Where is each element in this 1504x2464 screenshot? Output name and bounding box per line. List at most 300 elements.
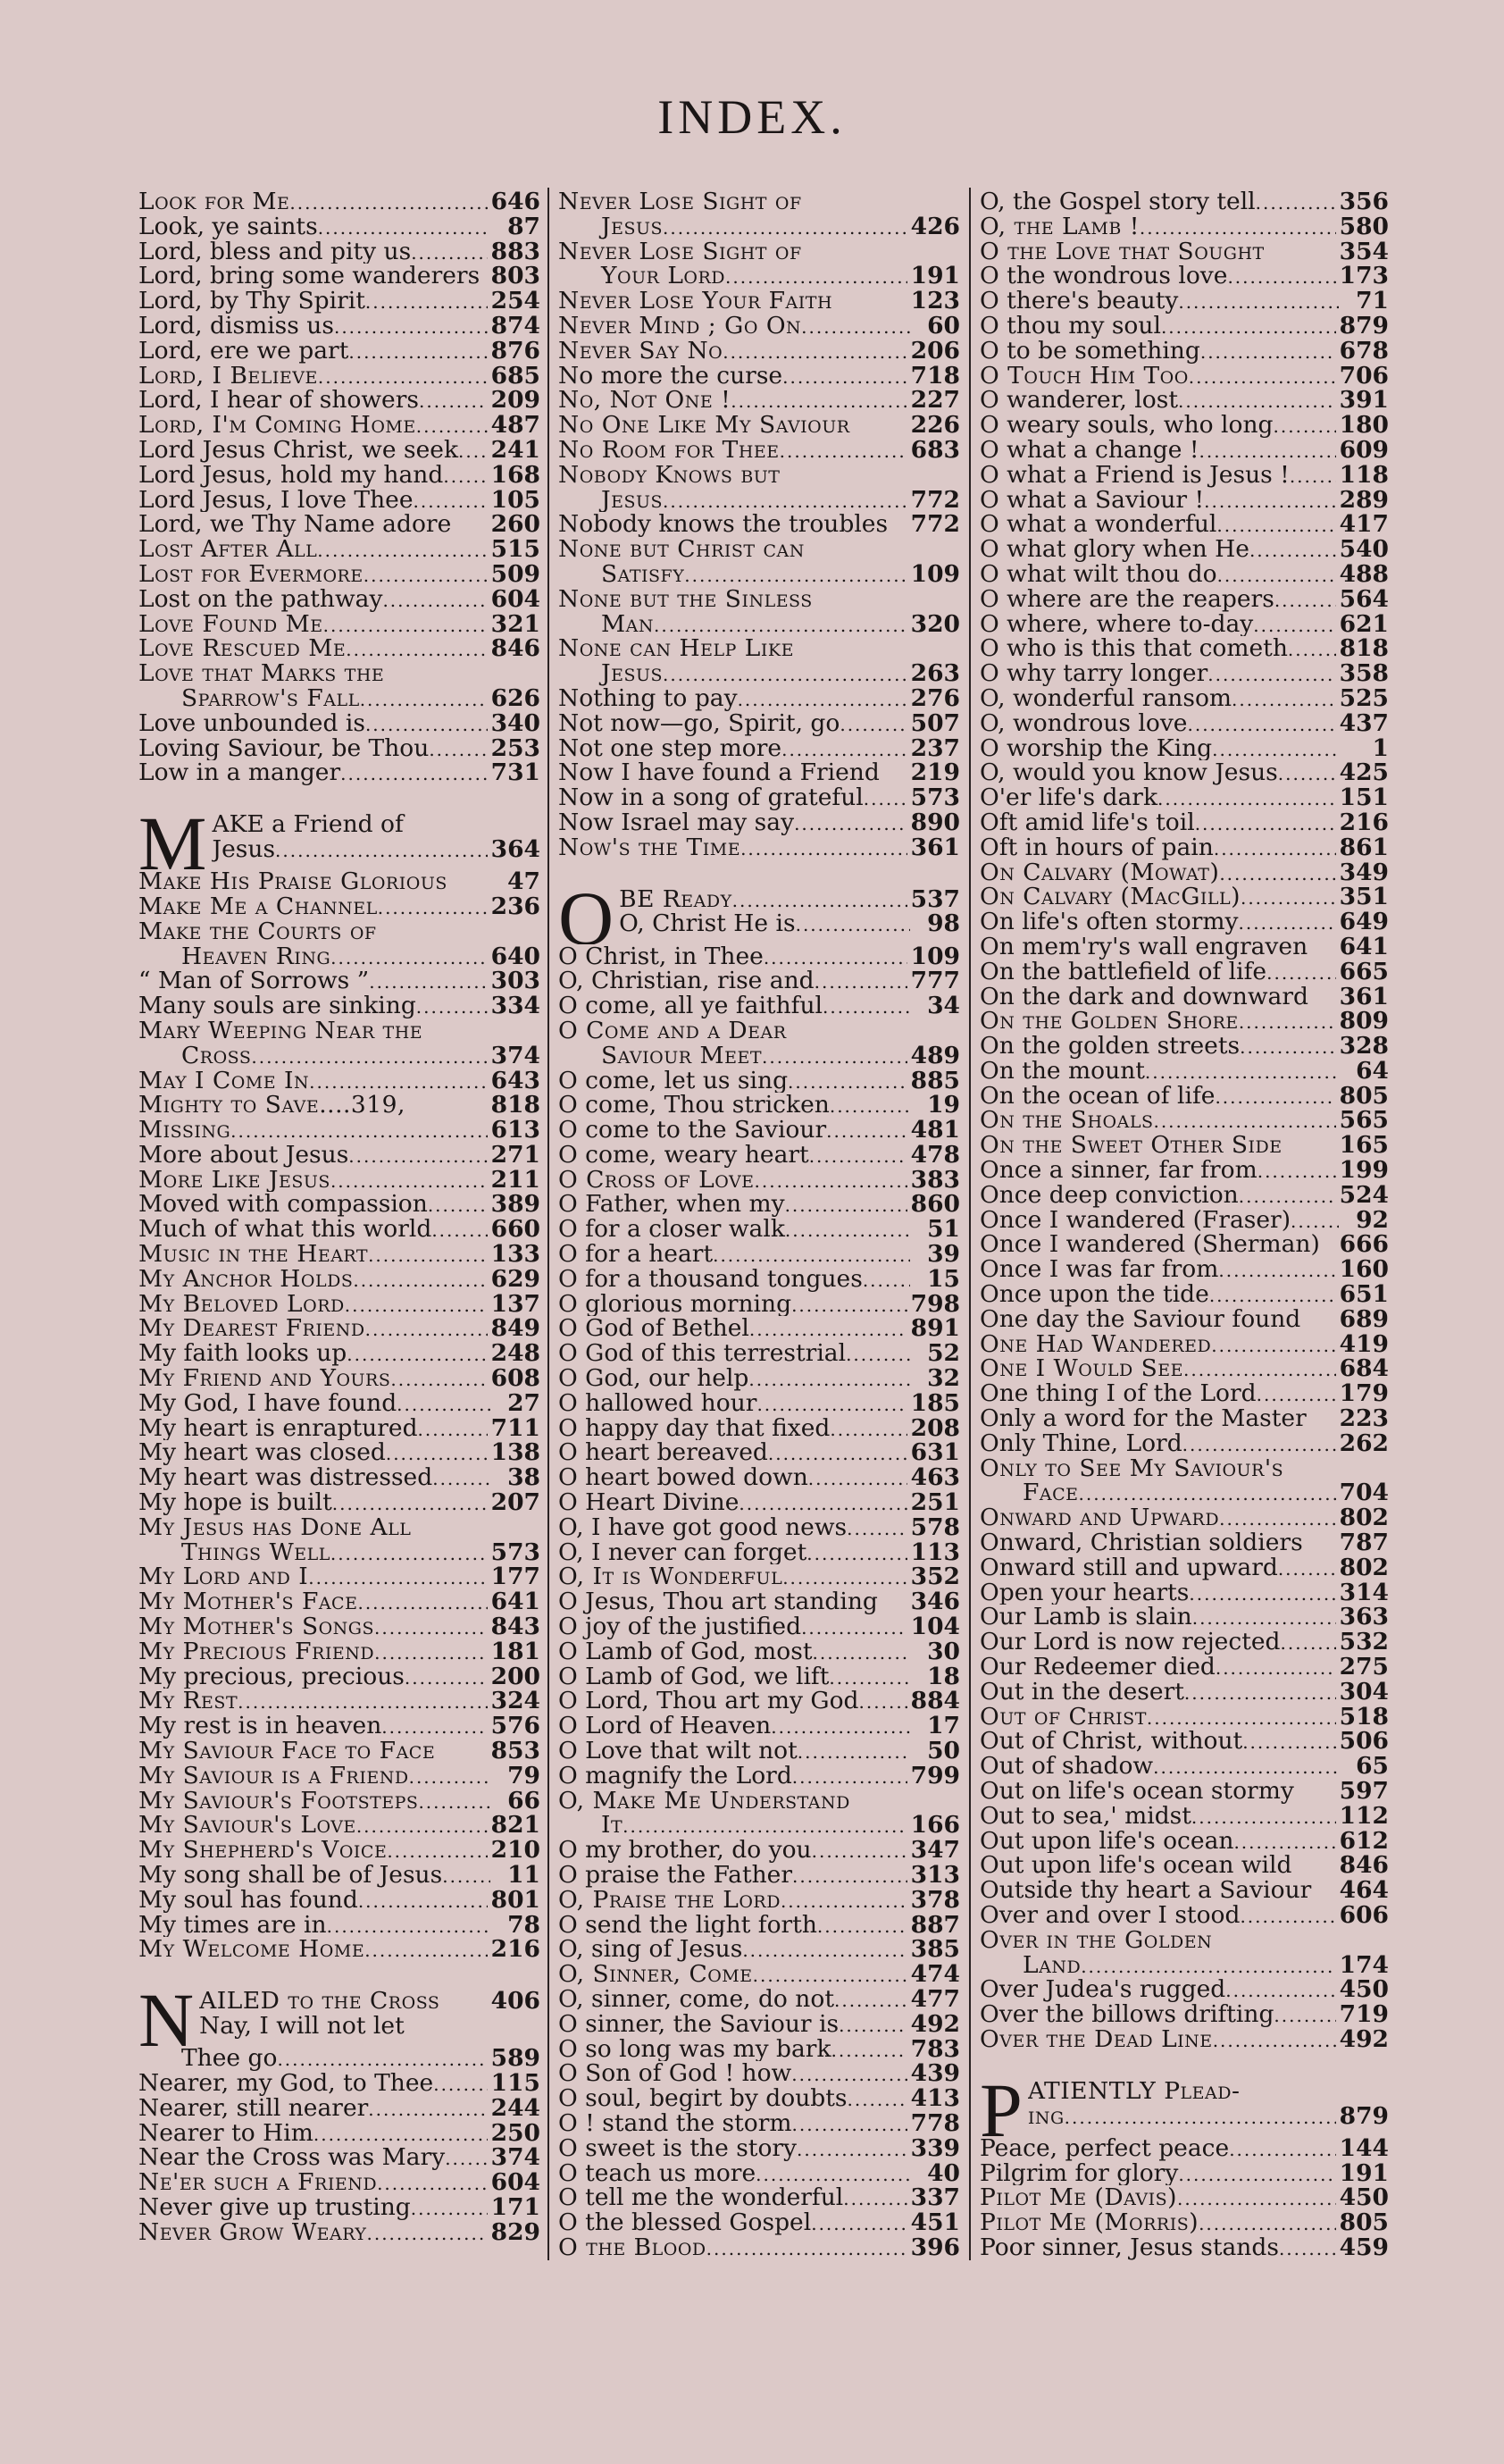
dot-leader [1178,2163,1335,2186]
dot-leader [1147,1706,1336,1730]
dot-leader [1274,589,1336,612]
index-entry [138,1714,540,1739]
dot-leader [1219,862,1335,885]
entry-title: O, It is Wonderful [558,1564,783,1590]
hymn-number: 346 [910,1589,960,1615]
dot-leader [1240,1035,1336,1059]
hymn-number: 604 [490,2170,540,2195]
index-entry [138,1863,540,1888]
hymn-number: 509 [490,561,540,587]
index-entry [980,1084,1389,1109]
dot-leader [346,638,487,661]
hymn-number: 250 [490,2120,540,2146]
dot-leader [1212,738,1339,761]
dot-leader [792,2113,907,2136]
entry-title: O tell me the wonderful [558,2185,844,2211]
entry-title: O glorious morning [558,1291,792,1317]
index-entry [558,1316,960,1341]
index-entry [558,661,960,686]
hymn-number: 802 [1339,1505,1389,1531]
hymn-number: 339 [910,2135,960,2161]
index-entry [558,1937,960,1962]
dot-leader [771,1715,910,1739]
index-entry [980,1580,1389,1605]
index-entry [138,1292,540,1317]
hymn-number: 651 [1339,1282,1389,1307]
dot-leader [277,2048,487,2071]
index-entry [558,1962,960,1987]
entry-title: O Jesus, Thou art standing [558,1589,878,1615]
dot-leader [706,2237,907,2260]
index-entry [980,1282,1389,1307]
entry-title: On the Shoals [980,1108,1154,1134]
index-entry [980,1928,1389,1953]
index-entry [558,214,960,239]
entry-title: Saviour Meet [601,1043,763,1069]
hymn-number: 364 [490,836,540,862]
index-entry [980,314,1389,339]
dot-leader [859,1690,907,1714]
index-entry [138,1093,540,1118]
index-entry [980,239,1389,264]
hymn-number: 425 [1339,760,1389,786]
dot-leader [1153,1110,1335,1133]
entry-title: Lord, bring some wanderers [138,264,480,289]
hymn-number: 271 [490,1142,540,1168]
index-entry [138,1242,540,1267]
hymn-number: 883 [490,239,540,264]
index-entry [980,1555,1389,1580]
hymn-number: 304 [1339,1679,1389,1705]
dot-leader [330,1542,488,1565]
dot-leader [654,614,907,637]
index-entry [138,1316,540,1341]
entry-title: None but Christ can [558,537,805,562]
hymn-number: 843 [490,1614,540,1639]
dot-leader [418,1418,488,1441]
index-entry [558,944,960,969]
hymn-number: 629 [490,1266,540,1292]
entry-title: Look for Me [138,189,290,214]
hymn-number: 731 [490,760,540,786]
hymn-number: 818 [1339,636,1389,662]
index-entry [138,413,540,438]
entry-title: Things Well [181,1539,330,1565]
hymn-number: 78 [507,1912,540,1938]
entry-title: O sinner, the Saviour is [558,2011,840,2037]
dot-leader [663,490,907,513]
section-gap [558,860,960,887]
entry-title: Look, ye saints [138,214,318,239]
entry-title: O Father, when my [558,1192,785,1218]
hymn-number: 340 [490,710,540,736]
hymn-number: 303 [490,968,540,994]
hymn-number: 643 [490,1068,540,1094]
dot-leader [1214,837,1336,860]
hymn-number: 236 [490,893,540,919]
hymn-number: 207 [490,1490,540,1515]
entry-title: Outside thy heart a Saviour [980,1878,1312,1903]
dot-leader [1253,614,1335,637]
entry-title: O what a change ! [980,437,1199,463]
dot-leader [781,1890,907,1913]
index-entry [558,1416,960,1441]
hymn-number: 818 [490,1093,540,1119]
dot-leader [864,787,907,810]
index-entry [980,985,1389,1010]
index-entry [138,1564,540,1589]
dot-leader [1157,787,1336,810]
entry-title: Over the Dead Line [980,2026,1213,2052]
hymn-number: 39 [927,1242,960,1267]
entry-title: O joy of the justified [558,1614,802,1639]
index-entry [558,2111,960,2136]
hymn-number: 477 [910,1986,960,2012]
entry-title: Not one step more [558,735,782,761]
index-entry [558,1913,960,1938]
dot-leader [1274,2004,1335,2027]
entry-title: Lord, we Thy Name adore [138,512,452,538]
index-entry [138,612,540,637]
hymn-number: 27 [507,1390,540,1416]
index-entry [558,2037,960,2062]
hymn-number: 515 [490,537,540,562]
dot-leader [353,1269,487,1292]
hymn-number: 885 [910,1068,960,1094]
entry-title: O Cross of Love [558,1167,755,1193]
hymn-number: 160 [1339,1257,1389,1283]
dot-leader [330,946,488,969]
entry-title: Jesus [212,836,276,862]
hymn-number: 613 [490,1118,540,1143]
hymn-number: 289 [1339,487,1389,513]
index-entry [980,636,1389,661]
dot-leader [365,290,488,314]
dot-leader [830,1094,910,1118]
hymn-number: 180 [1339,413,1389,438]
section-gap [980,2052,1389,2079]
hymn-number: 506 [1339,1729,1389,1755]
hymn-number: 891 [910,1316,960,1342]
dot-leader [1209,1284,1336,1307]
hymn-number: 351 [1339,884,1389,910]
entry-title: My heart was closed [138,1440,386,1466]
dot-leader [419,390,488,413]
hymn-number: 417 [1339,512,1389,538]
entry-title: Nearer, still nearer [138,2095,369,2121]
index-entry [980,289,1389,314]
index-entry [138,2220,540,2245]
index-entry [558,1043,960,1069]
index-entry [980,1183,1389,1208]
dot-leader [318,365,488,389]
index-entry [980,760,1389,785]
hymn-number: 597 [1339,1779,1389,1804]
hymn-number: 876 [490,338,540,364]
index-entry [138,1937,540,1962]
hymn-number: 821 [490,1813,540,1839]
index-entry [980,1480,1389,1505]
hymn-number: 580 [1339,214,1389,239]
dot-leader [1279,2237,1336,2260]
index-entry [558,1490,960,1515]
hymn-number: 123 [910,289,960,314]
index-entry [558,2235,960,2260]
hymn-number: 219 [910,760,960,786]
index-entry [558,239,960,264]
index-entry [138,1143,540,1168]
dot-leader [1195,812,1336,835]
hymn-number: 778 [910,2110,960,2136]
dot-leader [366,2222,487,2245]
dot-leader [289,191,487,214]
index-entry [558,1341,960,1366]
entry-title: Over and over I stood [980,1902,1241,1928]
hymn-number: 798 [910,1291,960,1317]
dot-leader [738,688,907,711]
entry-title: My faith looks up [138,1341,347,1367]
dot-leader [429,738,487,761]
index-entry [980,661,1389,686]
hymn-number: 354 [1339,239,1389,264]
dot-leader [433,2073,487,2096]
entry-title: O God of this terrestrial [558,1341,847,1367]
entry-title: O the blessed Gospel [558,2210,812,2235]
hymn-number: 621 [1339,611,1389,637]
dot-leader [1191,1806,1336,1829]
hymn-number: 565 [1339,1108,1389,1134]
hymn-number: 803 [490,264,540,289]
dot-leader [684,564,907,587]
entry-title: On the Golden Shore [980,1009,1239,1035]
index-entry [980,1530,1389,1555]
entry-title: O Son of God ! how [558,2061,792,2087]
dot-leader [1290,465,1336,488]
index-entry [558,339,960,364]
entry-title: Lord, bless and pity us [138,239,412,264]
entry-title: O sweet is the story [558,2135,798,2161]
entry-title: Out in the desert [980,1679,1184,1705]
hymn-number: 313 [910,1863,960,1888]
index-entry [138,894,540,919]
entry-title: O Love that wilt not [558,1739,798,1764]
entry-title: Many souls are sinking [138,993,416,1018]
entry-title: Lord, by Thy Spirit [138,289,365,314]
dot-leader [1278,1557,1336,1580]
entry-title: On Calvary (MacGill) [980,884,1241,910]
hymn-number: 718 [910,363,960,389]
dot-leader [782,1566,907,1589]
entry-title: Pilgrim for glory [980,2160,1179,2186]
index-entry [138,214,540,239]
hymn-number: 109 [910,561,960,587]
index-entry [558,1118,960,1143]
dot-leader [347,1343,487,1366]
hymn-number: 347 [910,1838,960,1863]
index-entry [980,1505,1389,1530]
hymn-number: 459 [1339,2234,1389,2260]
index-entry [980,1431,1389,1456]
hymn-number: 396 [910,2234,960,2260]
dot-leader [1232,688,1336,711]
dot-leader [442,1865,490,1888]
dot-leader [798,1740,910,1764]
entry-title: Land [1023,1952,1082,1978]
hymn-number: 60 [927,313,960,339]
entry-title: It [601,1813,623,1839]
entry-title: My soul has found [138,1887,358,1913]
entry-title: On mem'ry's wall engraven [980,934,1308,960]
entry-title: O for a closer walk [558,1217,785,1243]
hymn-number: 525 [1339,685,1389,711]
index-entry [980,1705,1389,1730]
entry-title: O the Love that Sought [980,239,1265,264]
entry-title: Once I wandered (Sherman) [980,1232,1320,1258]
index-entry [558,636,960,661]
hymn-number: 649 [1339,909,1389,934]
entry-title: Loving Saviour, be Thou [138,735,430,761]
entry-title: Only Thine, Lord [980,1430,1182,1456]
entry-title: O Lamb of God, we lift [558,1664,830,1689]
index-entry [980,1257,1389,1282]
index-entry [558,1589,960,1614]
entry-title: O'er life's dark [980,785,1158,810]
index-entry [980,438,1389,463]
dot-leader [840,713,907,736]
index-entry [980,1381,1389,1406]
index-entry [558,760,960,785]
entry-title: O so long was my bark [558,2036,831,2062]
entry-title: Love Found Me [138,611,323,637]
hymn-number: 802 [1339,1555,1389,1580]
hymn-number: 262 [1339,1430,1389,1456]
index-entry [980,2185,1389,2210]
entry-title: No, Not One ! [558,388,731,414]
hymn-number: 324 [490,1689,540,1714]
hymn-number: 177 [490,1564,540,1590]
hymn-number: 492 [910,2011,960,2037]
drop-cap-letter: O [558,886,614,944]
index-entry [138,1540,540,1565]
entry-title: Jesus [601,661,664,686]
entry-title: Face [1023,1480,1079,1506]
hymn-number: 678 [1339,338,1389,364]
hymn-number: 248 [490,1341,540,1367]
index-column-3 [980,189,1389,2260]
dot-leader [847,1517,907,1540]
section-gap [138,785,540,812]
dot-leader [791,2063,907,2086]
index-entry [138,1069,540,1094]
entry-title: Your Lord [601,264,726,289]
dot-leader [397,1393,490,1416]
entry-title: O my brother, do you [558,1838,812,1863]
hymn-number: 210 [490,1838,540,1863]
hymn-number: 349 [1339,859,1389,885]
hymn-number: 573 [910,785,960,810]
hymn-number: 275 [1339,1655,1389,1680]
dot-leader [1233,1831,1335,1854]
dot-leader [756,2163,910,2186]
index-entry [558,1888,960,1913]
hymn-number: 32 [927,1366,960,1391]
dot-leader [313,2123,488,2146]
dot-leader [1239,911,1336,934]
entry-title: O Heart Divine [558,1490,739,1515]
dot-leader [785,1219,910,1242]
index-entry [980,2027,1389,2052]
index-entry [138,264,540,289]
entry-title: O what glory when He [980,537,1249,562]
index-entry [558,2161,960,2186]
dot-leader [797,2138,907,2161]
hymn-number: 113 [910,1539,960,1565]
entry-title: Mary Weeping Near the [138,1018,423,1043]
dot-leader [843,2187,907,2210]
dot-leader [1199,2212,1336,2235]
index-entry [558,562,960,587]
index-entry [980,1977,1389,2002]
hymn-number: 15 [927,1266,960,1292]
hymn-number: 805 [1339,1083,1389,1109]
entry-title: O, Christian, rise and [558,968,815,994]
hymn-number: 374 [490,2145,540,2171]
dot-leader [622,1814,907,1838]
dot-leader [1140,216,1336,239]
hymn-number: 17 [927,1714,960,1739]
hymn-number: 489 [910,1043,960,1069]
dot-leader [812,1840,907,1863]
index-entry [980,562,1389,587]
entry-title: O Lord, Thou art my God [558,1689,859,1714]
entry-title: My Friend and Yours [138,1366,391,1391]
entry-title: O heart bowed down [558,1465,808,1491]
hymn-number: 208 [910,1415,960,1441]
index-entry [138,562,540,587]
index-entry [558,2185,960,2210]
entry-title: ATIENTLY Plead- [1027,2078,1241,2104]
entry-title: Much of what this world [138,1217,432,1243]
dot-leader [358,1890,488,1913]
index-entry [558,835,960,860]
entry-title: Once a sinner, far from [980,1158,1258,1183]
index-entry [980,1034,1389,1059]
dot-leader [723,340,907,364]
entry-title: O praise the Father [558,1863,793,1888]
index-entry [558,1242,960,1267]
dot-leader [1211,1334,1335,1357]
entry-title: O God of Bethel [558,1316,749,1342]
hymn-number: 244 [490,2095,540,2121]
hymn-number: 719 [1339,2002,1389,2027]
drop-cap-letter: N [138,1989,195,2047]
entry-title: My Mother's Face [138,1589,358,1615]
entry-title: My Saviour is a Friend [138,1763,409,1789]
hymn-number: 879 [1339,2103,1389,2129]
hymn-number: 524 [1339,1182,1389,1208]
dot-leader [796,913,910,936]
index-entry [980,1009,1389,1034]
entry-title: O come, weary heart [558,1142,809,1168]
entry-title: O God, our help [558,1366,749,1391]
entry-title: O soul, begirt by doubts [558,2086,848,2111]
entry-title: O Touch Him Too [980,363,1189,389]
index-entry [199,2014,540,2039]
hymn-number: 641 [1339,934,1389,960]
entry-title: O for a thousand tongues [558,1266,863,1292]
dot-leader [330,1169,488,1193]
entry-title: O there's beauty [980,289,1179,314]
